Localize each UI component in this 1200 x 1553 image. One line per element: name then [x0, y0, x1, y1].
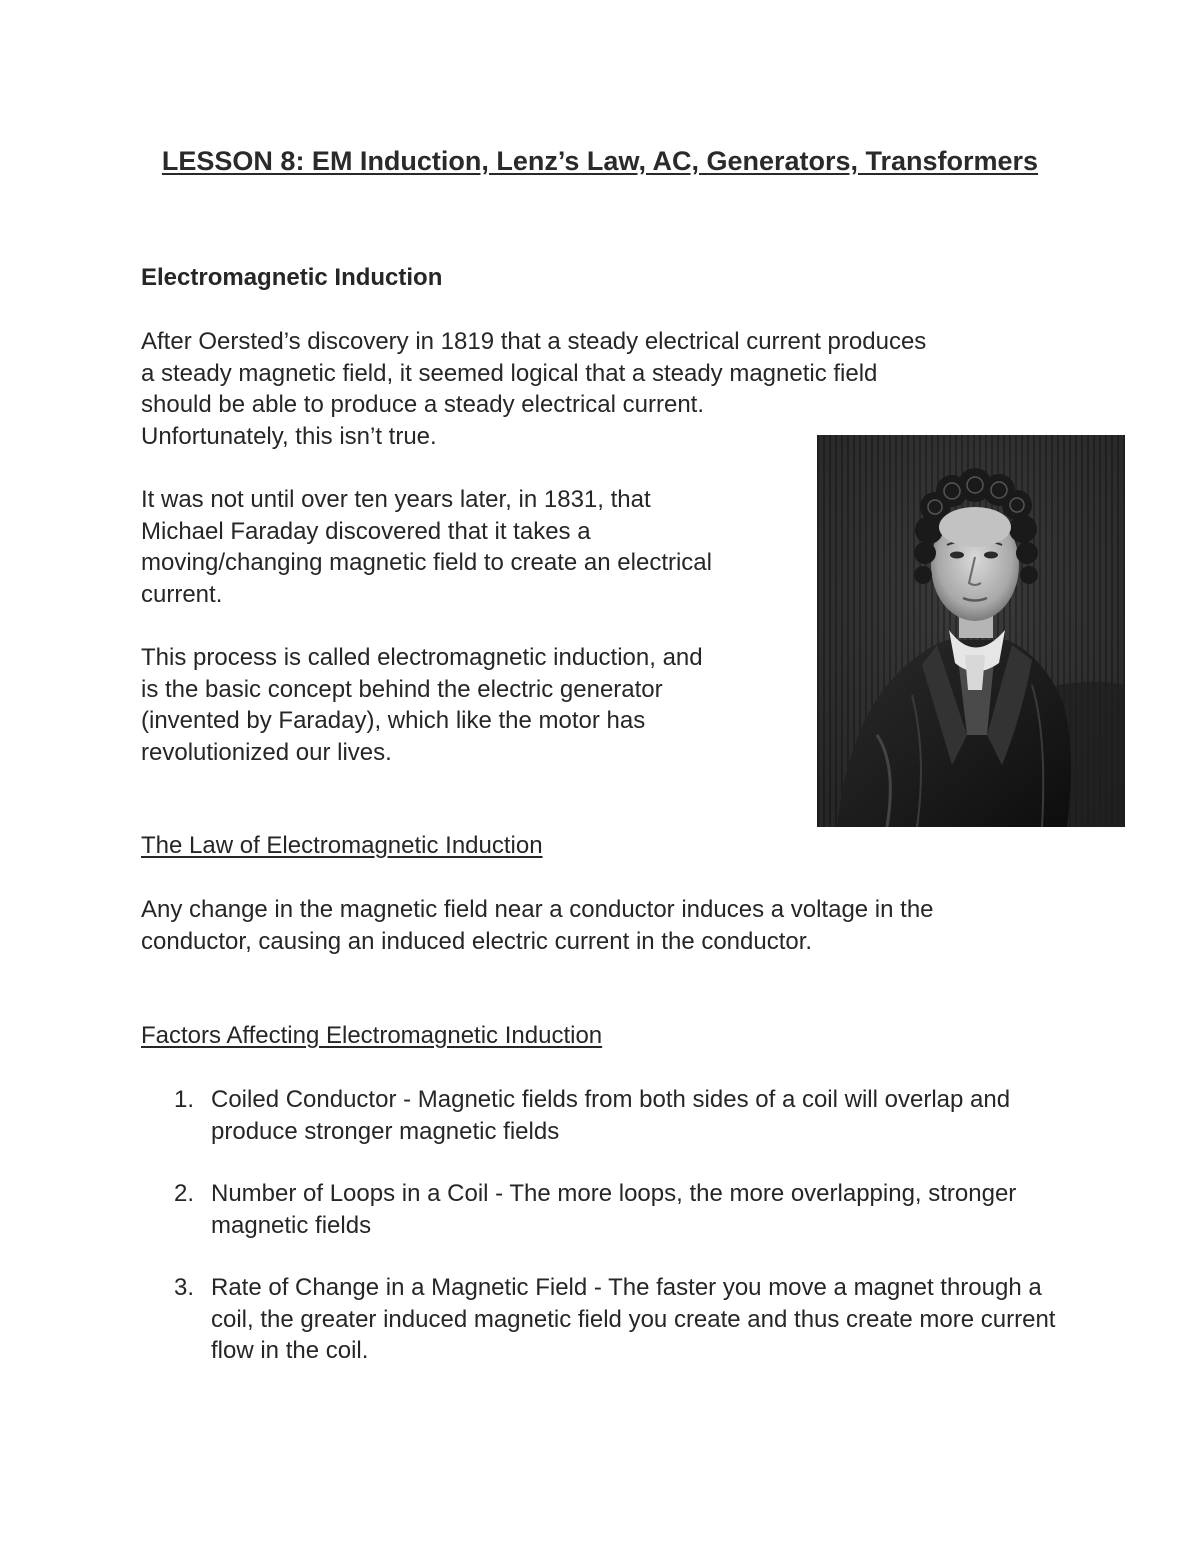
- factors-list: [141, 1084, 1081, 1398]
- paragraph-faraday: It was not until over ten years later, in 1831, that Michael Faraday discovered that it takes a moving/changing magnetic field to create an electrical current.: [141, 486, 712, 608]
- list-item-number: 1.: [174, 1086, 195, 1113]
- law-heading: The Law of Electromagnetic Induction: [141, 832, 543, 859]
- section-heading-electromagnetic-induction: Electromagnetic Induction: [141, 264, 443, 291]
- paragraph-induction-process: This process is called electromagnetic induction, and is the basic concept behind the electric generator (invented by Faraday), which like the motor has revolutionized our lives.: [141, 644, 703, 766]
- faraday-portrait-image: [817, 435, 1125, 827]
- law-text: Any change in the magnetic field near a conductor induces a voltage in the conductor, causing an induced electric current in the conductor.: [141, 896, 934, 955]
- paragraph-oersted: After Oersted’s discovery in 1819 that a steady electrical current produces a steady magnetic field, it seemed logical that a steady magnetic field should be able to produce a steady electrical current. Unfortunately, this isn’t true.: [141, 328, 927, 450]
- list-item-text: Coiled Conductor - Magnetic fields from both sides of a coil will overlap and produce stronger magnetic fields: [211, 1086, 1011, 1145]
- list-item-number: 2.: [174, 1180, 195, 1207]
- list-item-text: Number of Loops in a Coil - The more loops, the more overlapping, stronger magnetic fields: [211, 1180, 1017, 1239]
- list-item: [141, 1084, 1081, 1147]
- list-item: [141, 1178, 1081, 1241]
- lesson-title: LESSON 8: EM Induction, Lenz’s Law, AC, Generators, Transformers: [161, 146, 1039, 176]
- list-item-number: 3.: [174, 1274, 195, 1301]
- list-item: [141, 1272, 1081, 1367]
- list-item-text: Rate of Change in a Magnetic Field - The faster you move a magnet through a coil, the greater induced magnetic field you create and thus create more current flow in the coil.: [211, 1274, 1056, 1364]
- factors-heading: Factors Affecting Electromagnetic Induction: [141, 1022, 603, 1049]
